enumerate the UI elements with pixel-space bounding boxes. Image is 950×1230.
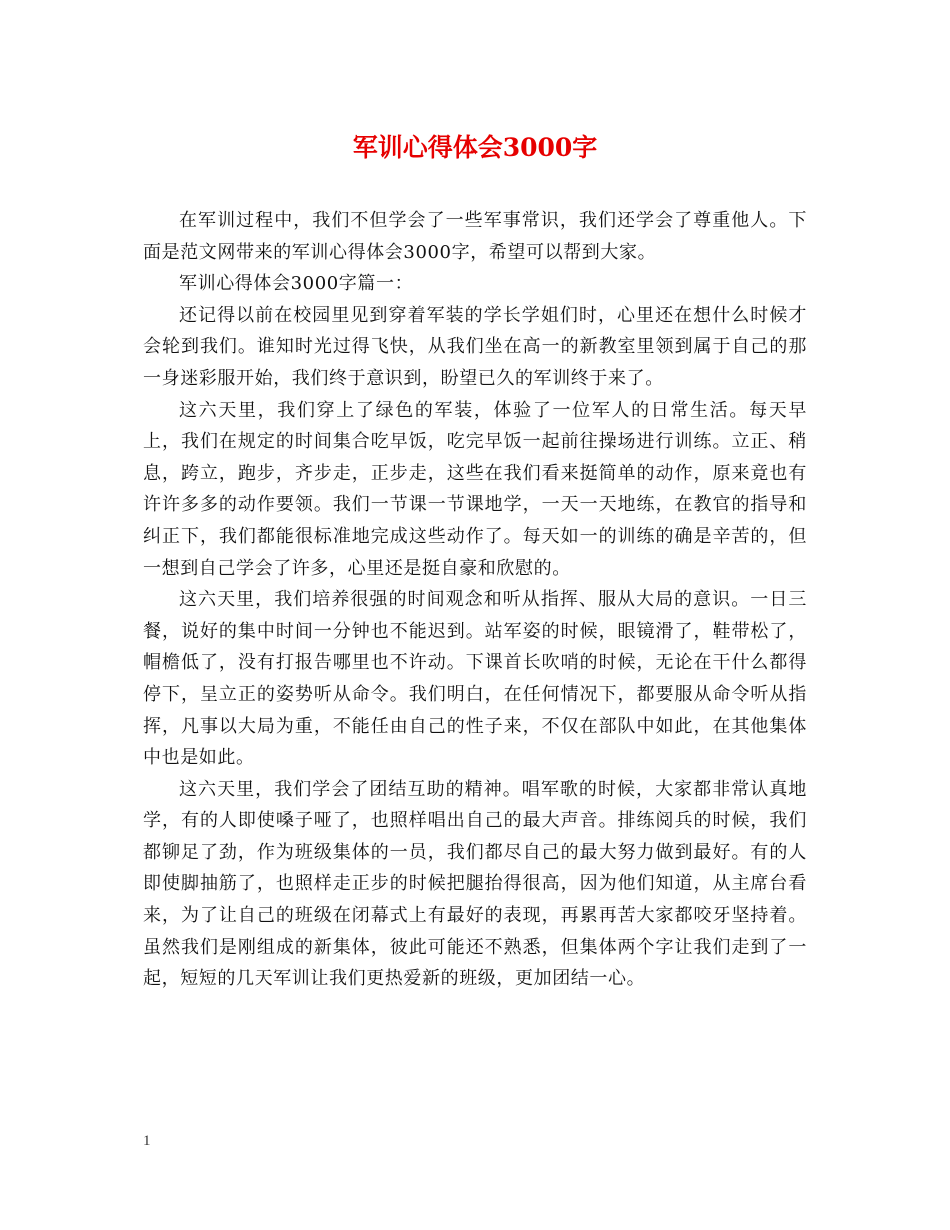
paragraph-intro: 在军训过程中，我们不但学会了一些军事常识，我们还学会了尊重他人。下面是范文网带来的军训心得体会3000字，希望可以帮到大家。	[143, 210, 807, 263]
document-title: 军训心得体会3000字	[352, 133, 598, 162]
document-body	[143, 205, 807, 995]
paragraph-memory: 还记得以前在校园里见到穿着军装的学长学姐们时，心里还在想什么时候才会轮到我们。谁知时光过得飞快，从我们坐在高一的新教室里领到属于自己的那一身迷彩服开始，我们终于意识到，盼望已久的军训终于来了。	[143, 304, 807, 389]
paragraph-section-heading: 军训心得体会3000字篇一：	[179, 273, 414, 295]
paragraph-discipline: 这六天里，我们培养很强的时间观念和听从指挥、服从大局的意识。一日三餐，说好的集中时间一分钟也不能迟到。站军姿的时候，眼镜滑了，鞋带松了，帽檐低了，没有打报告哪里也不许动。下课首长吹哨的时候，无论在干什么都得停下，呈立正的姿势听从命令。我们明白，在任何情况下，都要服从命令听从指挥，凡事以大局为重，不能任由自己的性子来，不仅在部队中如此，在其他集体中也是如此。	[143, 589, 807, 769]
page-number: 1	[143, 1133, 151, 1149]
paragraph-training: 这六天里，我们穿上了绿色的军装，体验了一位军人的日常生活。每天早上，我们在规定的时间集合吃早饭，吃完早饭一起前往操场进行训练。立正、稍息，跨立，跑步，齐步走，正步走，这些在我们看来挺简单的动作，原来竟也有许许多多的动作要领。我们一节课一节课地学，一天一天地练，在教官的指导和纠正下，我们都能很标准地完成这些动作了。每天如一的训练的确是辛苦的，但一想到自己学会了许多，心里还是挺自豪和欣慰的。	[143, 399, 807, 579]
paragraph-teamwork: 这六天里，我们学会了团结互助的精神。唱军歌的时候，大家都非常认真地学，有的人即使嗓子哑了，也照样唱出自己的最大声音。排练阅兵的时候，我们都铆足了劲，作为班级集体的一员，我们都尽自己的最大努力做到最好。有的人即使脚抽筋了，也照样走正步的时候把腿抬得很高，因为他们知道，从主席台看来，为了让自己的班级在闭幕式上有最好的表现，再累再苦大家都咬牙坚持着。虽然我们是刚组成的新集体，彼此可能还不熟悉，但集体两个字让我们走到了一起，短短的几天军训让我们更热爱新的班级，更加团结一心。	[143, 778, 807, 990]
